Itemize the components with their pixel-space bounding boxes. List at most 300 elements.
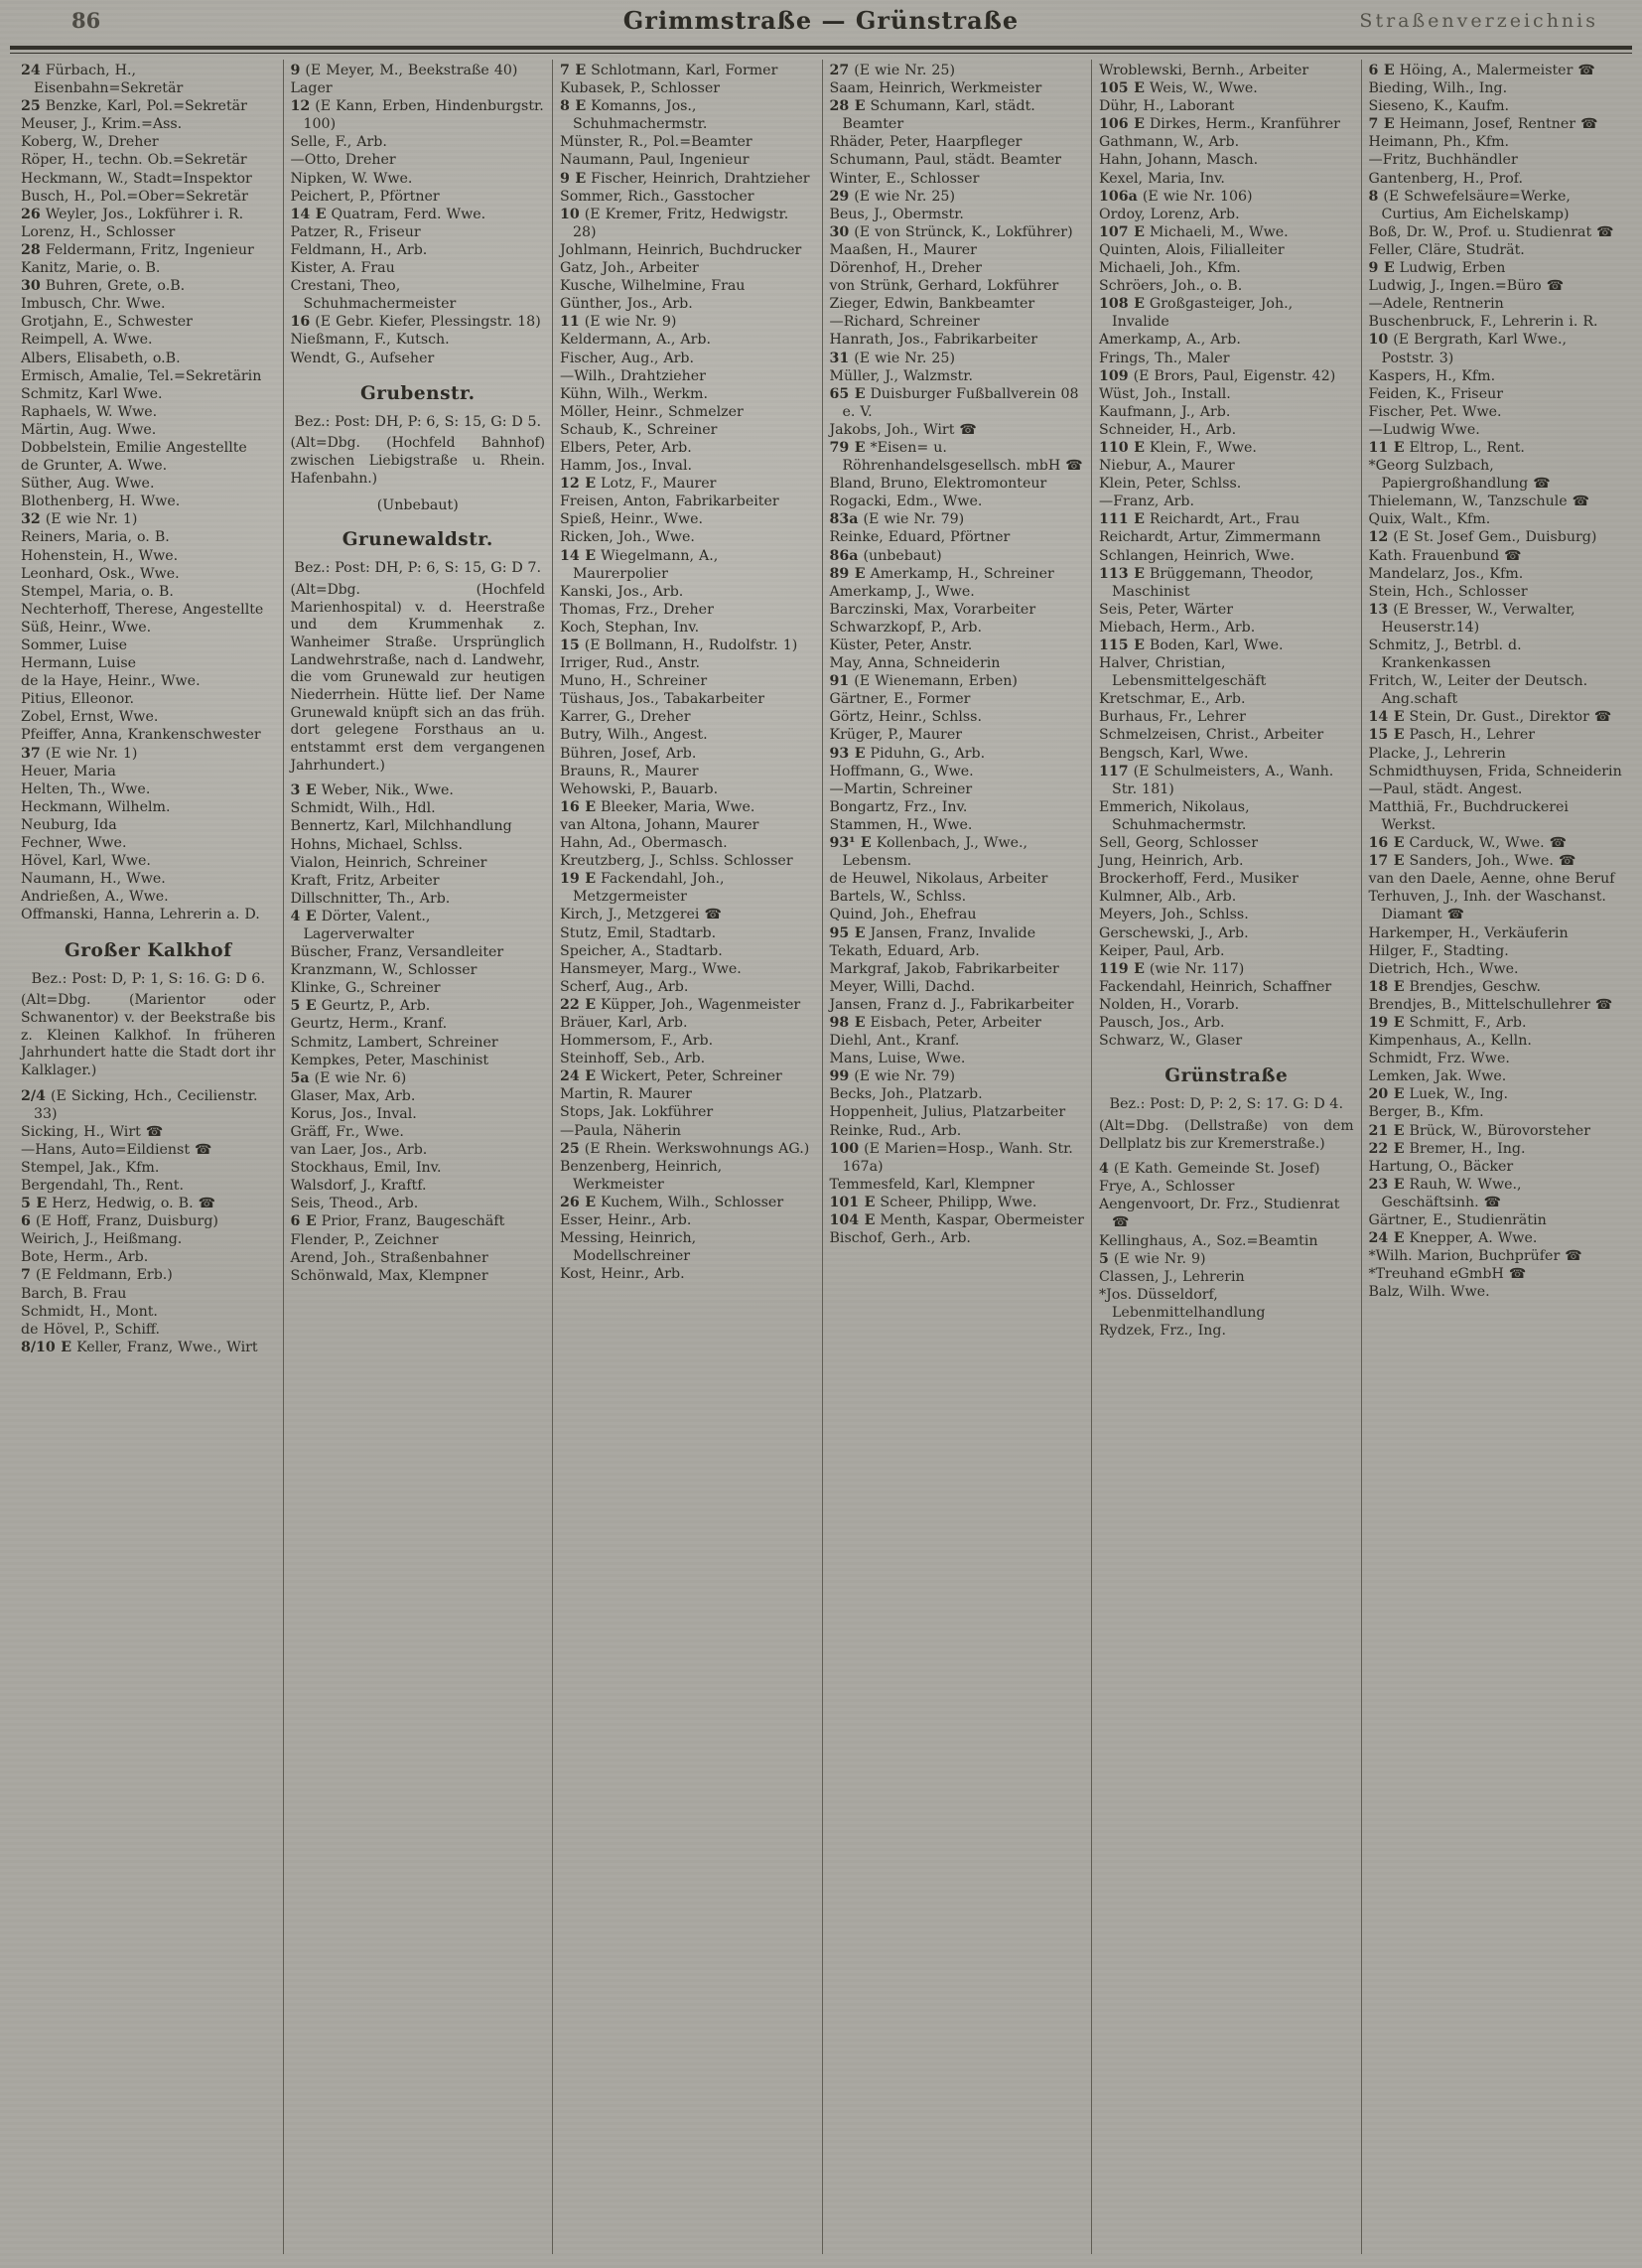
directory-entry: Kretschmar, E., Arb. [1099,691,1246,708]
directory-entry: Spieß, Heinr., Wwe. [560,511,704,528]
directory-entry: 106a (E wie Nr. 106) [1099,188,1253,205]
directory-entry: Miebach, Herm., Arb. [1099,619,1256,636]
directory-entry: 12 (E St. Josef Gem., Duisburg) [1368,529,1597,546]
owner-marker: E [579,547,597,564]
owner-marker: E [579,1194,597,1210]
owner-marker: E [1128,960,1145,977]
owner-marker: E [1388,1014,1405,1031]
directory-entry: 110 E Klein, F., Wwe. [1099,439,1257,456]
directory-entry: Schneider, H., Arb. [1099,421,1237,438]
directory-entry: Büscher, Franz, Versandleiter [290,944,504,961]
directory-entry: Bote, Herm., Arb. [21,1249,149,1266]
directory-entry: Steinhoff, Seb., Arb. [560,1051,706,1067]
directory-entry: Pausch, Jos., Arb. [1099,1014,1225,1031]
directory-entry: Kellinghaus, A., Soz.=Beamtin [1099,1232,1318,1249]
directory-entry: 95 E Jansen, Franz, Invalide [829,924,1036,941]
house-number: 6 [1368,63,1379,78]
directory-entry: Elbers, Peter, Arb. [560,439,692,456]
directory-entry: 99 (E wie Nr. 79) [829,1068,955,1085]
street-heading: Grünstraße [1164,1065,1289,1087]
house-number: 100 [829,1140,860,1157]
directory-entry: Dietrich, Hch., Wwe. [1368,960,1519,977]
house-number: 5a [290,1069,310,1086]
directory-entry: Hermann, Luise [21,655,137,672]
owner-marker: E [849,565,866,582]
owner-marker: E [1388,853,1405,870]
house-number: 31 [829,350,850,366]
house-number: 83a [829,511,859,528]
directory-entry: Müller, J., Walzmstr. [829,367,973,384]
directory-entry: Röper, H., techn. Ob.=Sekretär [21,152,247,169]
directory-entry: Burhaus, Fr., Lehrer [1099,709,1246,726]
directory-entry: Harkemper, H., Verkäuferin [1368,924,1569,941]
directory-entry: Dobbelstein, Emilie Angestellte [21,439,247,456]
directory-entry: Heuer, Maria [21,763,116,780]
header-rule [10,46,1632,54]
owner-marker: E [1378,260,1395,277]
directory-entry: Schmitz, Lambert, Schreiner [290,1034,498,1051]
house-number: 8 [560,98,570,115]
directory-entry: 24 E Wickert, Peter, Schreiner [560,1068,782,1085]
house-number: 6 [21,1213,31,1230]
directory-entry: 93 E Piduhn, G., Arb. [829,745,986,762]
directory-entry: Jakobs, Joh., Wirt ☎ [829,421,978,438]
directory-entry: 104 E Menth, Kaspar, Obermeister [829,1212,1084,1228]
directory-entry: Brauns, R., Maurer [560,763,699,780]
house-number: 26 [21,206,41,222]
directory-entry: van Laer, Jos., Arb. [290,1142,428,1159]
directory-entry: Hansmeyer, Marg., Wwe. [560,960,742,977]
directory-entry: 2/4 (E Sicking, Hch., Cecilienstr. 33) [21,1087,258,1122]
district-info: Bez.: Post: D, P: 1, S: 16. G: D 6. [31,970,266,987]
district-info: Bez.: Post: DH, P: 6, S: 15, G: D 5. [294,413,542,430]
directory-entry: Butry, Wilh., Angest. [560,727,708,744]
directory-entry: 4 E Dörter, Valent., Lagerverwalter [290,908,431,942]
house-number: 98 [829,1014,850,1031]
directory-entry: 117 (E Schulmeisters, A., Wanh. Str. 181) [1099,763,1334,797]
street-heading: Grubenstr. [359,382,476,404]
directory-entry: Stutz, Emil, Stadtarb. [560,924,717,941]
directory-entry: Schmidt, Wilh., Hdl. [290,800,436,817]
house-number: 65 [829,385,850,402]
directory-entry: 8/10 E Keller, Franz, Wwe., Wirt [21,1339,258,1355]
house-number: 32 [21,511,41,528]
directory-entry: Gärtner, E., Studienrätin [1368,1212,1547,1228]
owner-marker: E [1388,1176,1405,1193]
directory-entry: 29 (E wie Nr. 25) [829,188,955,205]
house-number: 113 [1099,565,1129,582]
directory-entry: Bieding, Wilh., Ing. [1368,80,1508,97]
directory-entry: 21 E Brück, W., Bürovorsteher [1368,1122,1590,1139]
directory-entry: Süther, Aug. Wwe. [21,476,155,493]
house-number: 99 [829,1068,850,1085]
directory-entry: Thomas, Frz., Dreher [560,601,714,618]
house-number: 23 [1368,1176,1389,1193]
directory-entry: Arend, Joh., Straßenbahner [290,1249,488,1266]
house-number: 27 [829,63,850,78]
directory-entry: 16 E Bleeker, Maria, Wwe. [560,798,755,815]
directory-entry: Meyers, Joh., Schlss. [1099,907,1249,923]
directory-entry: 89 E Amerkamp, H., Schreiner [829,565,1054,582]
directory-entry: Markgraf, Jakob, Fabrikarbeiter [829,960,1059,977]
house-number: 5 [290,998,301,1015]
district-info: Bez.: Post: D, P: 2, S: 17. G: D 4. [1109,1096,1344,1113]
directory-entry: —Hans, Auto=Eildienst ☎ [21,1141,212,1158]
directory-entry: —Ludwig Wwe. [1368,421,1480,438]
directory-entry: Beus, J., Obermstr. [829,206,964,222]
house-number: 105 [1099,80,1129,97]
directory-entry: Klein, Peter, Schlss. [1099,476,1242,493]
directory-entry: Bongartz, Frz., Inv. [829,798,968,815]
directory-entry: —Martin, Schreiner [829,780,973,797]
house-number: 106 [1099,116,1129,133]
directory-entry: van Altona, Johann, Maurer [560,816,759,833]
directory-entry: Quix, Walt., Kfm. [1368,511,1491,528]
directory-entry: Reimpell, A. Wwe. [21,332,153,349]
directory-entry: Hahn, Ad., Obermasch. [560,835,728,852]
directory-entry: Kister, A. Frau [290,260,395,277]
directory-entry: Fischer, Pet. Wwe. [1368,403,1502,420]
directory-entry: Crestani, Theo, Schuhmachermeister [290,278,457,313]
directory-entry: 30 (E von Strünck, K., Lokführer) [829,223,1073,240]
directory-entry: 27 (E wie Nr. 25) [829,63,955,78]
directory-entry: Görtz, Heinr., Schlss. [829,709,982,726]
owner-marker: E [849,439,866,456]
directory-entry: Feldmann, H., Arb. [290,241,428,258]
directory-entry: Fritch, W., Leiter der Deutsch. Ang.schaft [1368,673,1588,708]
directory-entry: Blothenberg, H. Wwe. [21,494,181,510]
centered-note: (Unbebaut) [376,497,459,514]
directory-entry: Bühren, Josef, Arb. [560,745,697,762]
directory-entry: 30 Buhren, Grete, o.B. [21,278,186,295]
directory-entry: 14 E Stein, Dr. Gust., Direktor ☎ [1368,709,1612,726]
directory-entry: Bischof, Gerh., Arb. [829,1230,971,1247]
owner-marker: E [1388,709,1405,726]
owner-marker: E [569,170,587,187]
directory-entry: 13 (E Bresser, W., Verwalter, Heuserstr.14) [1368,601,1575,636]
owner-marker: E [859,1212,876,1228]
directory-entry: —Otto, Dreher [290,152,396,169]
page-header [0,0,1642,46]
directory-entry: 8 E Komanns, Jos., Schuhmachermstr. [560,98,708,133]
directory-entry: Speicher, A., Stadtarb. [560,942,723,959]
directory-column-5 [1092,60,1362,2254]
directory-entry: Nießmann, F., Kutsch. [290,332,450,349]
directory-entry: Naumann, H., Wwe. [21,871,166,888]
directory-entry: Meuser, J., Krim.=Ass. [21,116,183,133]
directory-entry: 22 E Küpper, Joh., Wagenmeister [560,996,801,1013]
house-number: 28 [21,241,41,258]
directory-entry: Mans, Luise, Wwe. [829,1051,966,1067]
directory-entry: Nolden, H., Vorarb. [1099,996,1240,1013]
directory-entry: Wroblewski, Bernh., Arbeiter [1099,63,1309,78]
house-number: 28 [829,98,850,115]
directory-entry: Schmidt, H., Mont. [21,1303,158,1320]
directory-entry: —Paul, städt. Angest. [1368,780,1523,797]
directory-entry: Schlangen, Heinrich, Wwe. [1099,547,1296,564]
directory-entry: Stockhaus, Emil, Inv. [290,1160,442,1177]
directory-entry: Sommer, Rich., Gasstocher [560,188,754,205]
directory-entry: 7 E Schlotmann, Karl, Former [560,63,778,78]
directory-entry: 28 Feldermann, Fritz, Ingenieur [21,241,254,258]
directory-entry: Barch, B. Frau [21,1285,127,1302]
directory-entry: 14 E Wiegelmann, A., Maurerpolier [560,547,719,582]
directory-entry: Hartung, O., Bäcker [1368,1158,1514,1175]
directory-entry: 12 E Lotz, F., Maurer [560,476,717,493]
directory-entry: 115 E Boden, Karl, Wwe. [1099,638,1284,653]
directory-entry: Fechner, Wwe. [21,835,127,852]
owner-marker: E [849,1014,866,1031]
directory-entry: Flender, P., Zeichner [290,1231,439,1248]
directory-entry: Jung, Heinrich, Arb. [1099,853,1244,870]
house-number: 9 [290,63,301,78]
owner-marker: E [1388,1122,1405,1139]
directory-entry: 25 (E Rhein. Werkswohnungs AG.) [560,1140,810,1157]
owner-marker: E [1128,223,1145,240]
directory-entry: Reiners, Maria, o. B. [21,529,170,546]
house-number: 25 [560,1140,580,1157]
directory-entry: Messing, Heinrich, Modellschreiner [560,1230,697,1265]
directory-entry: Becks, Joh., Platzarb. [829,1086,983,1103]
directory-entry: Raphaels, W. Wwe. [21,403,158,420]
directory-entry: Peichert, P., Pförtner [290,188,440,205]
directory-entry: Diehl, Ant., Kranf. [829,1033,960,1050]
directory-entry: Hommersom, F., Arb. [560,1033,714,1050]
directory-entry: Gantenberg, H., Prof. [1368,170,1524,187]
house-number: 8 [1368,188,1379,205]
directory-entry: Lager [290,80,333,97]
directory-entry: 7 E Heimann, Josef, Rentner ☎ [1368,116,1598,133]
directory-entry: Placke, J., Lehrerin [1368,745,1506,762]
directory-entry: *Jos. Düsseldorf, Lebenmittelhandlung [1099,1286,1266,1321]
directory-entry: Kubasek, P., Schlosser [560,80,721,97]
directory-entry: —Franz, Arb. [1099,494,1195,510]
directory-entry: —Adele, Rentnerin [1368,296,1504,313]
house-number: 15 [1368,727,1389,744]
directory-entry: Aengenvoort, Dr. Frz., Studienrat ☎ [1099,1197,1340,1231]
directory-entry: Lorenz, H., Schlosser [21,223,176,240]
directory-entry: Selle, F., Arb. [290,134,387,151]
directory-entry: Stempel, Jak., Kfm. [21,1159,160,1176]
directory-entry: Hohns, Michael, Schlss. [290,836,463,853]
house-number: 4 [1099,1161,1109,1178]
directory-entry: Küster, Peter, Anstr. [829,638,973,653]
house-number: 10 [560,206,580,222]
directory-entry: Schmitz, Karl Wwe. [21,385,163,402]
directory-entry: Tüshaus, Jos., Tabakarbeiter [560,691,765,708]
house-number: 7 [21,1267,31,1284]
directory-entry: Matthiä, Fr., Buchdruckerei Werkst. [1368,798,1569,833]
owner-marker: E [30,1196,48,1212]
directory-entry: Fischer, Aug., Arb. [560,350,694,366]
directory-entry: Schwarzkopf, P., Arb. [829,619,982,636]
directory-entry: Vialon, Heinrich, Schreiner [290,854,487,871]
directory-entry: de Grunter, A. Wwe. [21,458,168,475]
directory-entry: Andrießen, A., Wwe. [21,889,169,906]
directory-entry: Ordoy, Lorenz, Arb. [1099,206,1240,222]
directory-entry: 5 E Herz, Hedwig, o. B. ☎ [21,1196,216,1212]
directory-entry: Bennertz, Karl, Milchhandlung [290,818,512,835]
directory-entry: Ludwig, J., Ingen.=Büro ☎ [1368,278,1565,295]
directory-entry: Saam, Heinrich, Werkmeister [829,80,1042,97]
directory-entry: Busch, H., Pol.=Ober=Sekretär [21,188,248,205]
directory-entry: Glaser, Max, Arb. [290,1087,416,1104]
house-number: 24 [21,63,41,78]
house-number: 22 [560,996,580,1013]
house-number: 24 [560,1068,580,1085]
house-number: 30 [21,278,41,295]
directory-entry: Kaspers, H., Kfm. [1368,367,1496,384]
directory-entry: Niebur, A., Maurer [1099,458,1235,475]
house-number: 115 [1099,638,1129,653]
directory-entry: 109 (E Brors, Paul, Eigenstr. 42) [1099,367,1336,384]
directory-entry: Schmitz, J., Betrbl. d. Krankenkassen [1368,638,1522,672]
directory-entry: 10 (E Bergrath, Karl Wwe., Poststr. 3) [1368,332,1567,366]
directory-entry: 24 Fürbach, H., Eisenbahn=Sekretär [21,63,184,97]
district-info: Bez.: Post: DH, P: 6, S: 15, G: D 7. [294,560,542,577]
directory-entry: Brockerhoff, Ferd., Musiker [1099,871,1299,888]
owner-marker: E [1388,1140,1405,1157]
directory-entry: Emmerich, Nikolaus, Schuhmachermstr. [1099,798,1250,833]
owner-marker: E [300,908,317,924]
directory-entry: Helten, Th., Wwe. [21,780,151,797]
directory-entry: Schröers, Joh., o. B. [1099,278,1243,295]
directory-entry: Schmelzeisen, Christ., Arbeiter [1099,727,1324,744]
directory-entry: Thielemann, W., Tanzschule ☎ [1368,494,1590,510]
owner-marker: E [300,998,317,1015]
directory-entry: Keiper, Paul, Arb. [1099,942,1225,959]
directory-entry: 5 (E wie Nr. 9) [1099,1250,1206,1267]
directory-entry: Schönwald, Max, Klempner [290,1267,488,1284]
directory-entry: Halver, Christian, Lebensmittelgeschäft [1099,655,1267,690]
directory-entry: 9 (E Meyer, M., Beekstraße 40) [290,63,518,78]
directory-entry: Amerkamp, A., Arb. [1099,332,1241,349]
directory-entry: Bengsch, Karl, Wwe. [1099,745,1249,762]
directory-entry: Schaub, K., Schreiner [560,421,718,438]
owner-marker: E [849,924,866,941]
directory-entry: 100 (E Marien=Hosp., Wanh. Str. 167a) [829,1140,1073,1175]
directory-entry: 20 E Luek, W., Ing. [1368,1086,1509,1103]
directory-entry: 11 E Eltrop, L., Rent. [1368,439,1525,456]
directory-entry: Krüger, P., Maurer [829,727,963,744]
directory-entry: Nechterhoff, Therese, Angestellte [21,601,264,618]
directory-entry: *Georg Sulzbach, Papiergroßhandlung ☎ [1368,458,1551,493]
directory-column-2 [284,60,554,2254]
house-number: 19 [1368,1014,1389,1031]
directory-entry: Kost, Heinr., Arb. [560,1266,685,1283]
directory-entry: Keldermann, A., Arb. [560,332,712,349]
directory-entry: 5 E Geurtz, P., Arb. [290,998,431,1015]
directory-entry: Heckmann, W., Stadt=Inspektor [21,170,252,187]
directory-entry: 65 E Duisburger Fußballverein 08 e. V. [829,385,1079,420]
directory-entry: 79 E *Eisen= u. Röhrenhandelsgesellsch. mbH ☎ [829,439,1083,475]
owner-marker: E [1388,835,1405,852]
directory-entry: 19 E Fackendahl, Joh., Metzgermeister [560,871,725,906]
directory-entry: Boß, Dr. W., Prof. u. Studienrat ☎ [1368,223,1614,240]
directory-entry: Kanski, Jos., Arb. [560,583,684,600]
directory-entry: 11 (E wie Nr. 9) [560,314,677,331]
house-number: 18 [1368,978,1389,995]
directory-entry: Dörenhof, H., Dreher [829,260,982,277]
directory-entry: Heimann, Ph., Kfm. [1368,134,1510,151]
directory-entry: Rhäder, Peter, Haarpfleger [829,134,1023,151]
directory-entry: Quinten, Alois, Filialleiter [1099,241,1285,258]
directory-entry: Tekath, Eduard, Arb. [829,942,980,959]
directory-entry: 31 (E wie Nr. 25) [829,350,955,366]
directory-entry: Märtin, Aug. Wwe. [21,421,157,438]
owner-marker: E [859,1194,876,1210]
directory-entry: 14 E Quatram, Ferd. Wwe. [290,206,486,222]
directory-entry: Naumann, Paul, Ingenieur [560,152,750,169]
directory-entry: Sieseno, K., Kaufm. [1368,98,1510,115]
directory-entry: Offmanski, Hanna, Lehrerin a. D. [21,907,260,923]
directory-entry: Pfeiffer, Anna, Krankenschwester [21,727,261,744]
directory-entry: Fackendahl, Heinrich, Schaffner [1099,978,1332,995]
directory-entry: 113 E Brüggemann, Theodor, Maschinist [1099,565,1314,600]
house-number: 89 [829,565,850,582]
directory-entry: Hohenstein, H., Wwe. [21,547,179,564]
directory-entry: Hoffmann, G., Wwe. [829,763,974,780]
owner-marker: E [579,476,597,493]
directory-entry: Stempel, Maria, o. B. [21,583,174,600]
owner-marker: E [1128,296,1145,313]
directory-entry: Leonhard, Osk., Wwe. [21,565,180,582]
directory-entry: 15 E Pasch, H., Lehrer [1368,727,1536,744]
directory-entry: 105 E Weis, W., Wwe. [1099,80,1258,97]
house-number: 7 [560,63,570,78]
owner-marker: E [855,835,872,852]
owner-marker: E [579,798,597,815]
owner-marker: E [300,1213,317,1230]
owner-marker: E [1128,511,1145,528]
directory-entry: Mandelarz, Jos., Kfm. [1368,565,1524,582]
directory-entry: Quind, Joh., Ehefrau [829,907,977,923]
directory-entry: Reinke, Rud., Arb. [829,1122,962,1139]
directory-entry: Feiden, K., Friseur [1368,385,1504,402]
owner-marker: E [1128,439,1145,456]
house-number: 117 [1099,763,1129,780]
directory-entry: Kulmner, Alb., Arb. [1099,889,1237,906]
owner-marker: E [579,871,597,888]
directory-entry: Gärtner, E., Former [829,691,971,708]
directory-entry: 86a (unbebaut) [829,547,942,564]
directory-entry: Rydzek, Frz., Ing. [1099,1323,1226,1340]
house-number: 86a [829,547,859,564]
directory-entry: Dühr, H., Laborant [1099,98,1235,115]
page-title: Grimmstraße — Grünstraße [622,6,1020,35]
directory-entry: Zobel, Ernst, Wwe. [21,709,159,726]
directory-entry: Gräff, Fr., Wwe. [290,1124,404,1140]
directory-entry: Freisen, Anton, Fabrikarbeiter [560,494,779,510]
directory-entry: Reichardt, Artur, Zimmermann [1099,529,1321,546]
directory-entry: Kirch, J., Metzgerei ☎ [560,907,723,923]
directory-entry: Kühn, Wilh., Werkm. [560,385,708,402]
directory-entry: von Strünk, Gerhard, Lokführer [829,278,1059,295]
directory-entry: Kimpenhaus, A., Kelln. [1368,1033,1532,1050]
directory-entry: Reinke, Eduard, Pförtner [829,529,1011,546]
house-number: 11 [1368,439,1389,456]
house-number: 14 [290,206,311,222]
house-number: 10 [1368,332,1389,349]
owner-marker: E [1388,1086,1405,1103]
directory-entry: Sell, Georg, Schlosser [1099,835,1258,852]
directory-entry: 9 E Ludwig, Erben [1368,260,1506,277]
directory-entry: —Richard, Schreiner [829,314,980,331]
directory-entry: Möller, Heinr., Schmelzer [560,403,744,420]
directory-entry: Wendt, G., Aufseher [290,350,435,366]
directory-entry: Sicking, H., Wirt ☎ [21,1123,164,1140]
directory-entry: Wehowski, P., Bauarb. [560,780,719,797]
